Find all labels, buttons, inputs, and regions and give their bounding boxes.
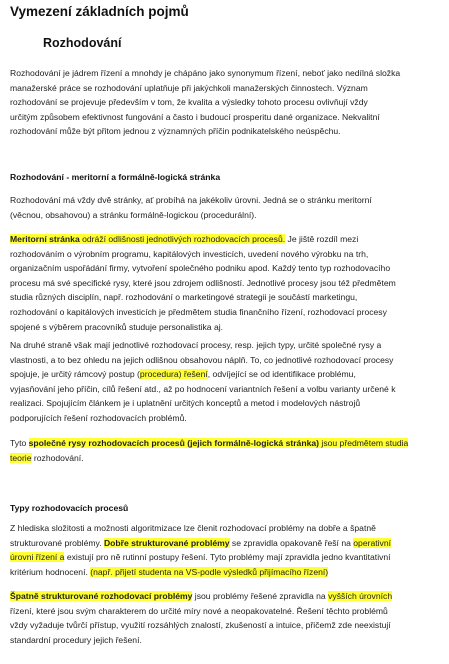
text-line: rozhodování se projevuje především v tom, že kvalita a výsledky tohoto procesu ovlivňují vždy [10, 97, 368, 108]
text-fragment: existují pro ně rutinní postupy řešení. Tyto problémy mají zpravidla jedno kvantitativní [64, 552, 391, 563]
text-line: rozhodování může být přitom jednou z významných příčin podnikatelského neúspěchu. [10, 126, 341, 137]
text-line: řízení, které jsou svým charakterem do určité míry nové a neopakovatelné. Řešení těchto problémů [10, 605, 388, 616]
text-fragment: strukturované problémy. [10, 537, 104, 548]
text-fragment: , odvíjející se od identifikace problému, [207, 369, 356, 380]
text-line: Rozhodování má vždy dvě stránky, ať probíhá na jakékoliv úrovni. Jedná se o stránku meritorní [10, 195, 372, 205]
text-line: organizačním uspořádání firmy, vytvoření společného podniku apod. Každý tento typ rozhodovacího [10, 263, 391, 274]
text-line [10, 451, 440, 466]
text-fragment: rozhodování. [31, 452, 84, 463]
text-fragment: Je jiště rozdíl mezi [285, 234, 359, 244]
text-line [10, 550, 440, 565]
text-line: (věcnou, obsahovou) a stránku formálně-logickou (procedurální). [10, 209, 257, 220]
highlight-predmetem: jsou předmětem studia [319, 438, 409, 448]
highlight-dobre-strukturovane: Dobře strukturované problémy [103, 537, 230, 548]
paragraph-two-sides [10, 193, 440, 222]
highlight-operativni: operativní [353, 537, 392, 548]
highlight-spolecne-rysy: společné rysy rozhodovacích procesů (jejich formálně-logická stránka) [28, 438, 320, 448]
text-line [10, 589, 440, 604]
section-heading-typy: Typy rozhodovacích procesů [10, 503, 129, 513]
highlight-procedura: procedura) řešení [139, 369, 208, 380]
text-line: Rozhodování je jádrem řízení a mnohdy je chápáno jako synonymum řízení, neboť jako nedílná složka [10, 68, 401, 78]
text-fragment: spojuje, je určitý rámcový postup ( [10, 369, 140, 380]
text-line: procesu má své specifické rysy, které jsou zdrojem odlišností. Jednotlivé procesy jsou též předmětem [10, 277, 396, 288]
text-line [10, 367, 440, 382]
paragraph-teorie [10, 436, 440, 465]
text-line: určitým způsobem efektivnost fungování a často i budoucí prosperitu dané organizace. Nekvalitní [10, 111, 380, 122]
intro-paragraph [10, 66, 440, 139]
highlight-spatne-strukturovane: Špatně strukturované rozhodovací problémy [10, 591, 193, 601]
text-line: spojené s výběrem pracovníků studuje personalistika aj. [10, 321, 224, 332]
text-fragment: kritérium hodnocení. [10, 566, 91, 577]
document-subtitle: Rozhodování [43, 36, 122, 50]
highlight-meritorni-stranka: Meritorní stránka [10, 234, 80, 244]
highlight-vyssich-urovnich: vyšších úrovních [328, 591, 393, 601]
paragraph-spatne-strukturovane [10, 589, 440, 647]
highlight-odlisnosti: odráží odlišnosti jednotlivých rozhodovacích procesů. [79, 234, 286, 244]
text-line: manažerské práce se rozhodování uplatňuje při jakýchkoli manažerských činnostech. Význam [10, 82, 368, 93]
text-fragment: se zpravidla opakovaně řeší na [229, 537, 354, 548]
text-line [10, 232, 440, 247]
highlight-urovni-rizeni: úrovni řízení a [10, 552, 65, 563]
text-line: vždy vyžaduje tvůrčí přístup, využití rozsáhlých znalostí, zkušeností a intuice, přičemž zde neexistují [10, 620, 391, 631]
text-line: podporujících řešení rozhodovacích problémů. [10, 412, 187, 423]
paragraph-spolecne-rysy [10, 338, 440, 426]
text-line: Z hlediska složitosti a možnosti algoritmizace lze členit rozhodovací problémy na dobře a špatně [10, 523, 376, 533]
text-line [10, 436, 440, 451]
text-line: realizaci. Spojujícím článkem je i uplatnění určitých konceptů a metod i modelových nástrojů [10, 398, 361, 409]
text-fragment: Tyto [10, 438, 29, 448]
text-line: rozhodováním o výrobním programu, kapitálových investicích, uvedení nového výrobku na trh, [10, 248, 369, 259]
section-heading-meritorni: Rozhodování - meritorní a formálně-logická stránka [10, 172, 221, 182]
document-title: Vymezení základních pojmů [10, 4, 189, 19]
text-line [10, 536, 440, 551]
paragraph-meritorni-stranka [10, 232, 440, 334]
highlight-teorie: teorie [10, 452, 32, 463]
text-line: standardní procedury jejich řešení. [10, 634, 142, 645]
text-line: Na druhé straně však mají jednotlivé rozhodovací procesy, resp. jejich typy, určité společné rysy a [10, 340, 382, 350]
highlight-priklad-prijeti: (např. přijetí studenta na VS-podle výsledků přijímacího řízení) [90, 566, 329, 577]
text-line [10, 565, 440, 580]
paragraph-struktura [10, 521, 440, 579]
text-line: rozhodování o kapitálových investicích je předmětem studia finančního řízení, rozhodovací procesy [10, 306, 387, 317]
text-line: vyjasňování jeho příčin, cílů řešení atd., až po hodnocení variantních řešení a volbu varianty určené k [10, 383, 396, 394]
text-fragment: jsou problémy řešené zpravidla na [192, 591, 329, 601]
text-line: studia různých disciplín, např. rozhodování o marketingové strategii je součástí marketingu, [10, 292, 358, 303]
text-line: vlastnosti, a to bez ohledu na jejich odlišnou obsahovou náplň. To, co jednotlivé rozhodovací procesy [10, 354, 394, 365]
